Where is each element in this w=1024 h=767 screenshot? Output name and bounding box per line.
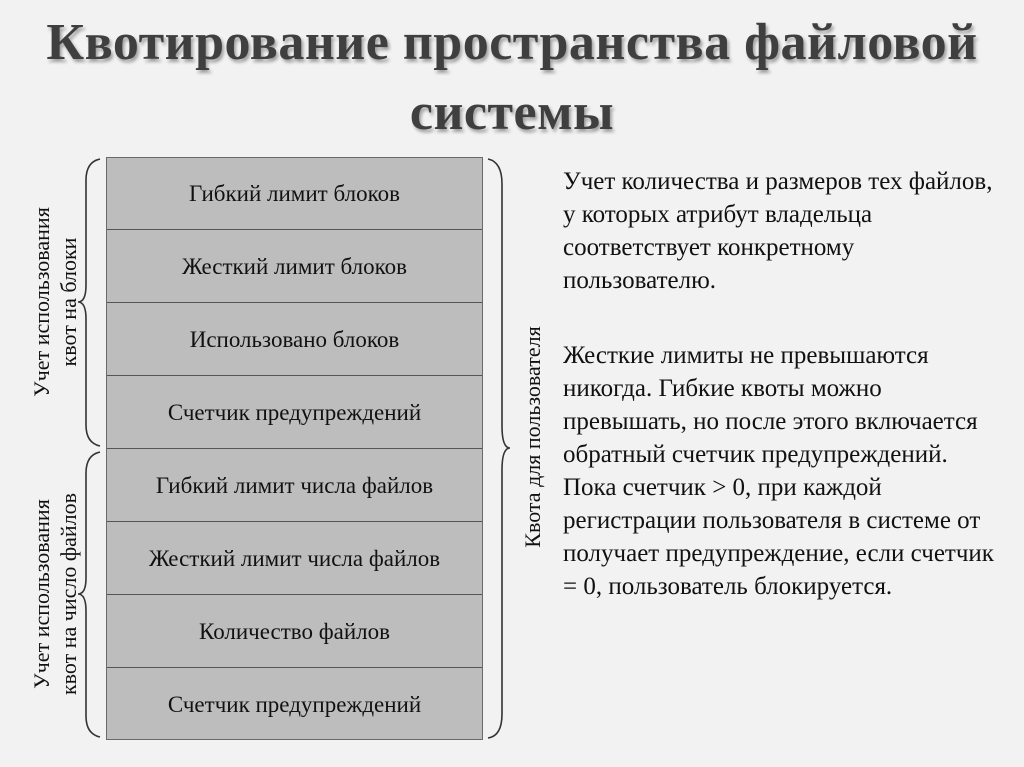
description-paragraph-1: Учет количества и размеров тех файлов, у которых атрибут владельца соответствует конкретному пользователю. — [563, 168, 993, 294]
label-user-quota — [519, 287, 547, 587]
table-row: Использовано блоков — [107, 304, 482, 376]
label-files-line2: квот на число файлов — [56, 492, 81, 696]
table-row: Жесткий лимит блоков — [107, 231, 482, 303]
table-row: Гибкий лимит числа файлов — [107, 450, 482, 522]
slide-title-line2: системы — [409, 84, 615, 141]
label-files-line1: Учет использования — [29, 499, 54, 689]
table-row: Жесткий лимит числа файлов — [107, 523, 482, 595]
label-files-usage — [28, 434, 82, 754]
label-blocks-line2: квот на блоки — [56, 237, 81, 367]
table-row: Счетчик предупреждений — [167, 691, 422, 717]
label-blocks-usage — [28, 152, 82, 452]
label-user-quota-text: Квота для пользователя — [520, 326, 545, 548]
description-paragraph-2: Жесткие лимиты не превышаются никогда. Гибкие квоты можно превышать, но после этого включается обратный счетчик предупреждений. Пока счетчик > 0, при каждой регистрации пользователя в системе от получает предупреждение, если счетчик = 0, пользователь блокируется. — [563, 342, 994, 600]
label-blocks-line1: Учет использования — [29, 207, 54, 397]
table-row: Гибкий лимит блоков — [107, 158, 482, 230]
quota-table — [106, 157, 483, 740]
slide-title-line1: Квотирование пространства файловой — [46, 14, 978, 71]
table-row: Счетчик предупреждений — [107, 377, 482, 449]
right-brace-user — [488, 159, 510, 738]
table-row: Количество файлов — [107, 596, 482, 668]
